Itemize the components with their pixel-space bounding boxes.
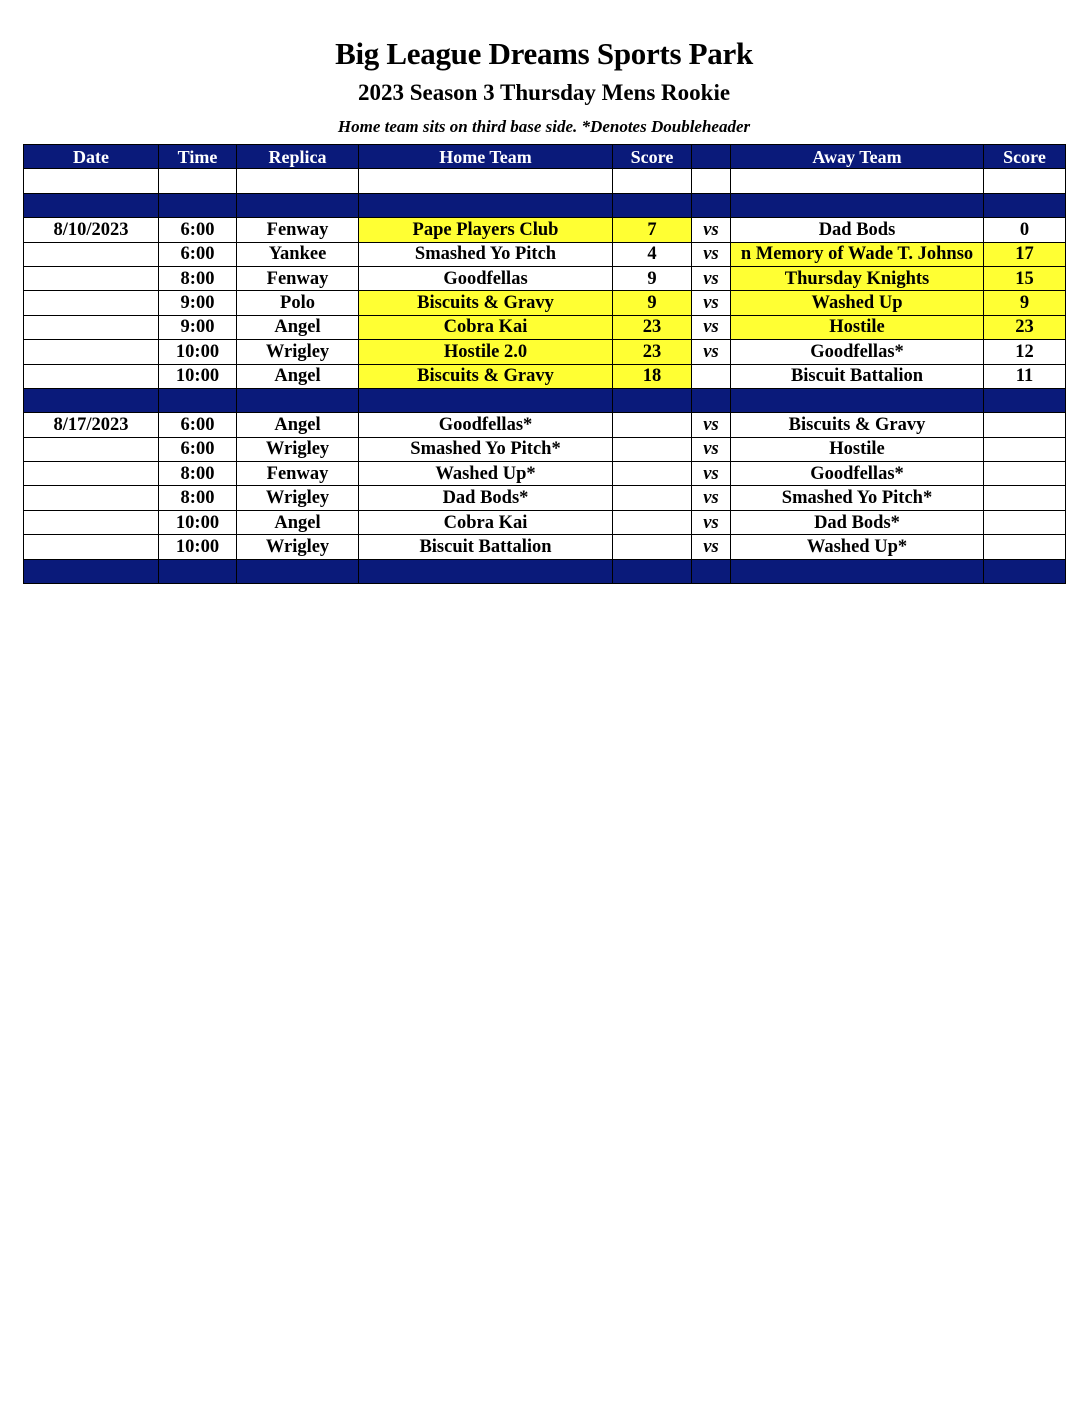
home-score-cell: 7 [613, 218, 692, 242]
column-header-time: Time [159, 145, 237, 169]
home-score-cell: 9 [613, 266, 692, 290]
away-team-cell: Dad Bods* [731, 510, 984, 534]
time-cell: 10:00 [159, 340, 237, 364]
home-score-cell: 9 [613, 291, 692, 315]
date-cell [24, 437, 159, 461]
table-row [24, 291, 1066, 315]
vs-cell: vs [692, 242, 731, 266]
column-header-vs [692, 145, 731, 169]
replica-cell: Wrigley [237, 437, 359, 461]
time-cell: 6:00 [159, 218, 237, 242]
date-cell [24, 462, 159, 486]
home-score-cell: 23 [613, 315, 692, 339]
vs-cell: vs [692, 266, 731, 290]
home-team-cell: Washed Up* [359, 462, 613, 486]
away-score-cell: 0 [984, 218, 1066, 242]
vs-cell: vs [692, 291, 731, 315]
time-cell: 8:00 [159, 462, 237, 486]
vs-cell: vs [692, 535, 731, 559]
home-score-cell: 18 [613, 364, 692, 388]
schedule-body [24, 169, 1066, 584]
page-title: Big League Dreams Sports Park [335, 36, 753, 71]
date-cell [24, 364, 159, 388]
replica-cell: Polo [237, 291, 359, 315]
vs-cell: vs [692, 486, 731, 510]
date-cell [24, 291, 159, 315]
home-score-cell: 23 [613, 340, 692, 364]
home-score-cell [613, 486, 692, 510]
vs-cell [692, 364, 731, 388]
away-team-cell: Biscuit Battalion [731, 364, 984, 388]
table-row [24, 242, 1066, 266]
date-cell [24, 340, 159, 364]
replica-cell: Angel [237, 413, 359, 437]
replica-cell: Wrigley [237, 340, 359, 364]
away-score-cell [984, 486, 1066, 510]
away-team-cell: Hostile [731, 315, 984, 339]
date-cell: 8/17/2023 [24, 413, 159, 437]
replica-cell: Wrigley [237, 535, 359, 559]
column-header-home-team: Home Team [359, 145, 613, 169]
table-row [24, 486, 1066, 510]
away-score-cell: 23 [984, 315, 1066, 339]
table-row [24, 266, 1066, 290]
home-team-cell: Biscuits & Gravy [359, 291, 613, 315]
time-cell: 9:00 [159, 315, 237, 339]
away-team-cell: n Memory of Wade T. Johnso [731, 242, 984, 266]
away-team-cell: Goodfellas* [731, 462, 984, 486]
schedule-note: Home team sits on third base side. *Denotes Doubleheader [337, 117, 751, 136]
replica-cell: Angel [237, 315, 359, 339]
table-row [24, 315, 1066, 339]
date-cell [24, 266, 159, 290]
vs-cell: vs [692, 437, 731, 461]
vs-cell: vs [692, 340, 731, 364]
table-row [24, 364, 1066, 388]
vs-cell: vs [692, 510, 731, 534]
away-team-cell: Washed Up* [731, 535, 984, 559]
home-score-cell [613, 437, 692, 461]
table-row [24, 462, 1066, 486]
column-header-home-score: Score [613, 145, 692, 169]
away-score-cell [984, 535, 1066, 559]
time-cell: 8:00 [159, 486, 237, 510]
home-team-cell: Cobra Kai [359, 510, 613, 534]
time-cell: 6:00 [159, 437, 237, 461]
home-team-cell: Cobra Kai [359, 315, 613, 339]
away-team-cell: Smashed Yo Pitch* [731, 486, 984, 510]
home-score-cell [613, 413, 692, 437]
time-cell: 10:00 [159, 510, 237, 534]
away-score-cell: 9 [984, 291, 1066, 315]
vs-cell: vs [692, 218, 731, 242]
home-team-cell: Goodfellas [359, 266, 613, 290]
replica-cell: Fenway [237, 462, 359, 486]
table-row [24, 437, 1066, 461]
away-score-cell: 12 [984, 340, 1066, 364]
home-team-cell: Biscuit Battalion [359, 535, 613, 559]
table-row [24, 340, 1066, 364]
home-team-cell: Smashed Yo Pitch* [359, 437, 613, 461]
time-cell: 6:00 [159, 242, 237, 266]
date-cell: 8/10/2023 [24, 218, 159, 242]
time-cell: 10:00 [159, 535, 237, 559]
replica-cell: Yankee [237, 242, 359, 266]
home-team-cell: Goodfellas* [359, 413, 613, 437]
away-score-cell: 15 [984, 266, 1066, 290]
replica-cell: Fenway [237, 218, 359, 242]
date-cell [24, 510, 159, 534]
schedule-table [23, 144, 1066, 584]
home-team-cell: Pape Players Club [359, 218, 613, 242]
home-score-cell [613, 462, 692, 486]
away-score-cell [984, 413, 1066, 437]
replica-cell: Angel [237, 510, 359, 534]
home-score-cell [613, 535, 692, 559]
vs-cell: vs [692, 413, 731, 437]
time-cell: 9:00 [159, 291, 237, 315]
away-team-cell: Hostile [731, 437, 984, 461]
time-cell: 10:00 [159, 364, 237, 388]
away-score-cell [984, 437, 1066, 461]
replica-cell: Angel [237, 364, 359, 388]
date-cell [24, 315, 159, 339]
home-team-cell: Dad Bods* [359, 486, 613, 510]
table-header-row [24, 145, 1066, 169]
date-cell [24, 486, 159, 510]
away-score-cell: 17 [984, 242, 1066, 266]
vs-cell: vs [692, 462, 731, 486]
column-header-away-score: Score [984, 145, 1066, 169]
separator-row [24, 388, 1066, 412]
table-row [24, 218, 1066, 242]
away-team-cell: Biscuits & Gravy [731, 413, 984, 437]
column-header-replica: Replica [237, 145, 359, 169]
home-score-cell [613, 510, 692, 534]
page-subtitle: 2023 Season 3 Thursday Mens Rookie [357, 80, 731, 105]
time-cell: 6:00 [159, 413, 237, 437]
separator-row [24, 559, 1066, 583]
date-cell [24, 242, 159, 266]
home-team-cell: Smashed Yo Pitch [359, 242, 613, 266]
home-score-cell: 4 [613, 242, 692, 266]
column-header-away-team: Away Team [731, 145, 984, 169]
away-score-cell: 11 [984, 364, 1066, 388]
replica-cell: Fenway [237, 266, 359, 290]
home-team-cell: Hostile 2.0 [359, 340, 613, 364]
away-team-cell: Washed Up [731, 291, 984, 315]
separator-row [24, 193, 1066, 217]
away-team-cell: Thursday Knights [731, 266, 984, 290]
table-row [24, 413, 1066, 437]
table-row [24, 535, 1066, 559]
column-header-date: Date [24, 145, 159, 169]
empty-row [24, 169, 1066, 193]
away-team-cell: Goodfellas* [731, 340, 984, 364]
vs-cell: vs [692, 315, 731, 339]
replica-cell: Wrigley [237, 486, 359, 510]
away-team-cell: Dad Bods [731, 218, 984, 242]
date-cell [24, 535, 159, 559]
away-score-cell [984, 510, 1066, 534]
home-team-cell: Biscuits & Gravy [359, 364, 613, 388]
away-score-cell [984, 462, 1066, 486]
table-row [24, 510, 1066, 534]
time-cell: 8:00 [159, 266, 237, 290]
